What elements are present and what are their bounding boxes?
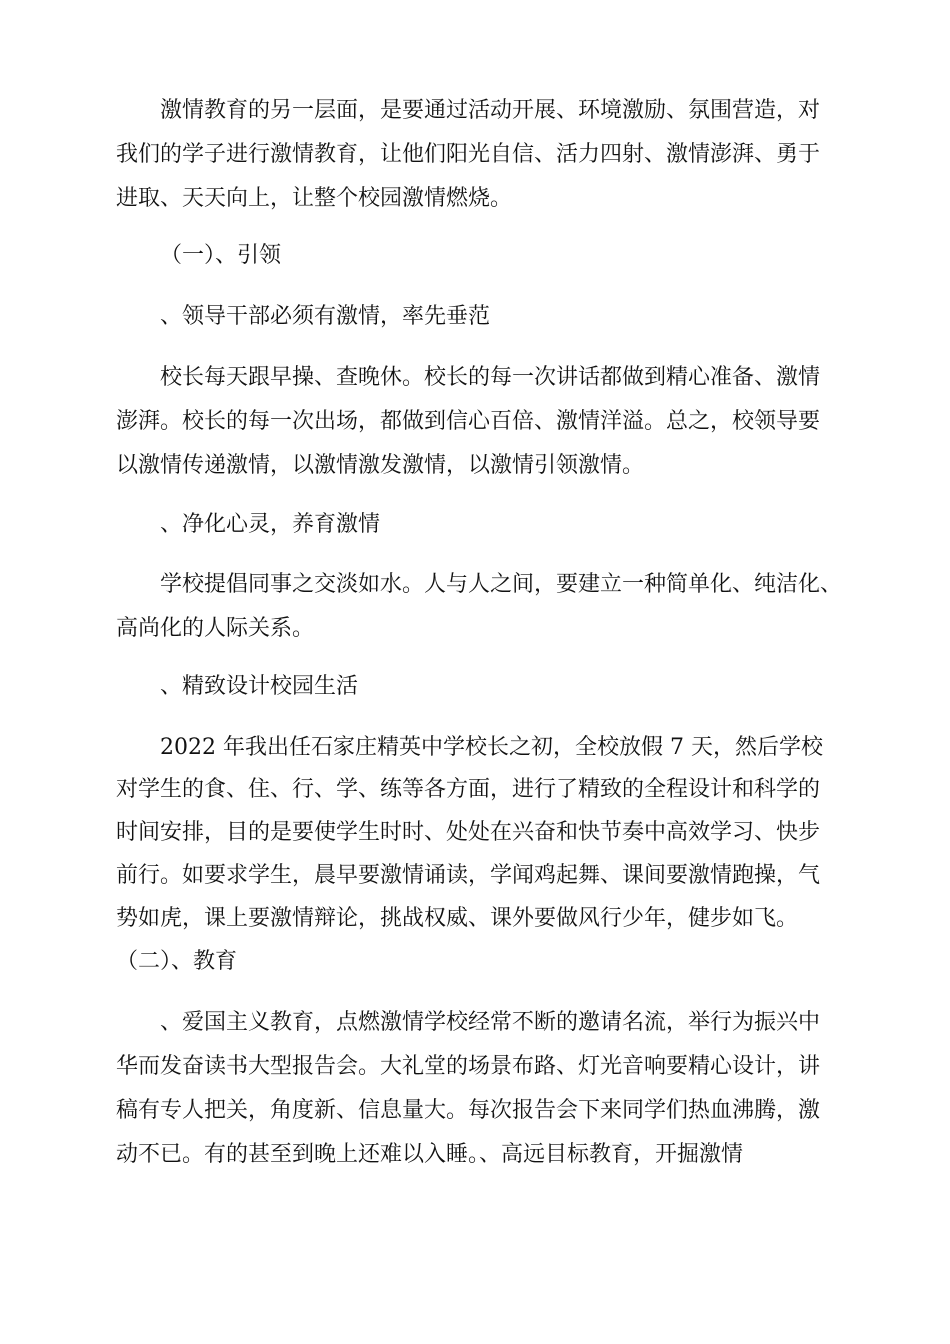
text-line: 澎湃。校长的每一次出场，都做到信心百倍、激情洋溢。总之，校领导要 (116, 409, 821, 434)
subheading: 、领导干部必须有激情，率先垂范 (160, 304, 491, 329)
text-line: 时间安排，目的是要使学生时时、处处在兴奋和快节奏中高效学习、快步 (116, 820, 821, 845)
section-heading: （二）、教育 (116, 949, 238, 974)
text-line: 华而发奋读书大型报告会。大礼堂的场景布路、灯光音响要精心设计，讲 (116, 1054, 821, 1079)
text-line: 激情教育的另一层面，是要通过活动开展、环境激励、氛围营造，对 (160, 98, 821, 123)
text-line: 动不已。有的甚至到晚上还难以入睡。、高远目标教育，开掘激情 (116, 1142, 744, 1167)
text-line: 以激情传递激情，以激情激发激情，以激情引领激情。 (116, 453, 645, 478)
text-line: 学校提倡同事之交淡如水。人与人之间，要建立一种简单化、纯洁化、 (160, 572, 843, 597)
text-line: 前行。如要求学生，晨早要激情诵读，学闻鸡起舞、课间要激情跑操，气 (116, 863, 821, 888)
text-line: 2022 年我出任石家庄精英中学校长之初，全校放假 7 天，然后学校 (160, 735, 823, 760)
text-line: 对学生的食、住、行、学、练等各方面，进行了精致的全程设计和科学的 (116, 777, 821, 802)
subheading: 、净化心灵，养育激情 (160, 512, 381, 537)
text-line: 稿有专人把关，角度新、信息量大。每次报告会下来同学们热血沸腾，激 (116, 1098, 821, 1123)
subheading: 、精致设计校园生活 (160, 674, 359, 699)
text-line: 、爱国主义教育，点燃激情学校经常不断的邀请名流，举行为振兴中 (160, 1010, 821, 1035)
section-heading: （一）、引领 (160, 243, 282, 268)
text-line: 进取、天天向上，让整个校园激情燃烧。 (116, 186, 513, 211)
text-line: 我们的学子进行激情教育，让他们阳光自信、活力四射、激情澎湃、勇于 (116, 142, 821, 167)
text-line: 高尚化的人际关系。 (116, 616, 315, 641)
text-line: 校长每天跟早操、查晚休。校长的每一次讲话都做到精心准备、激情 (160, 365, 821, 390)
text-line: 势如虎，课上要激情辩论，挑战权威、课外要做风行少年，健步如飞。 (116, 906, 799, 931)
